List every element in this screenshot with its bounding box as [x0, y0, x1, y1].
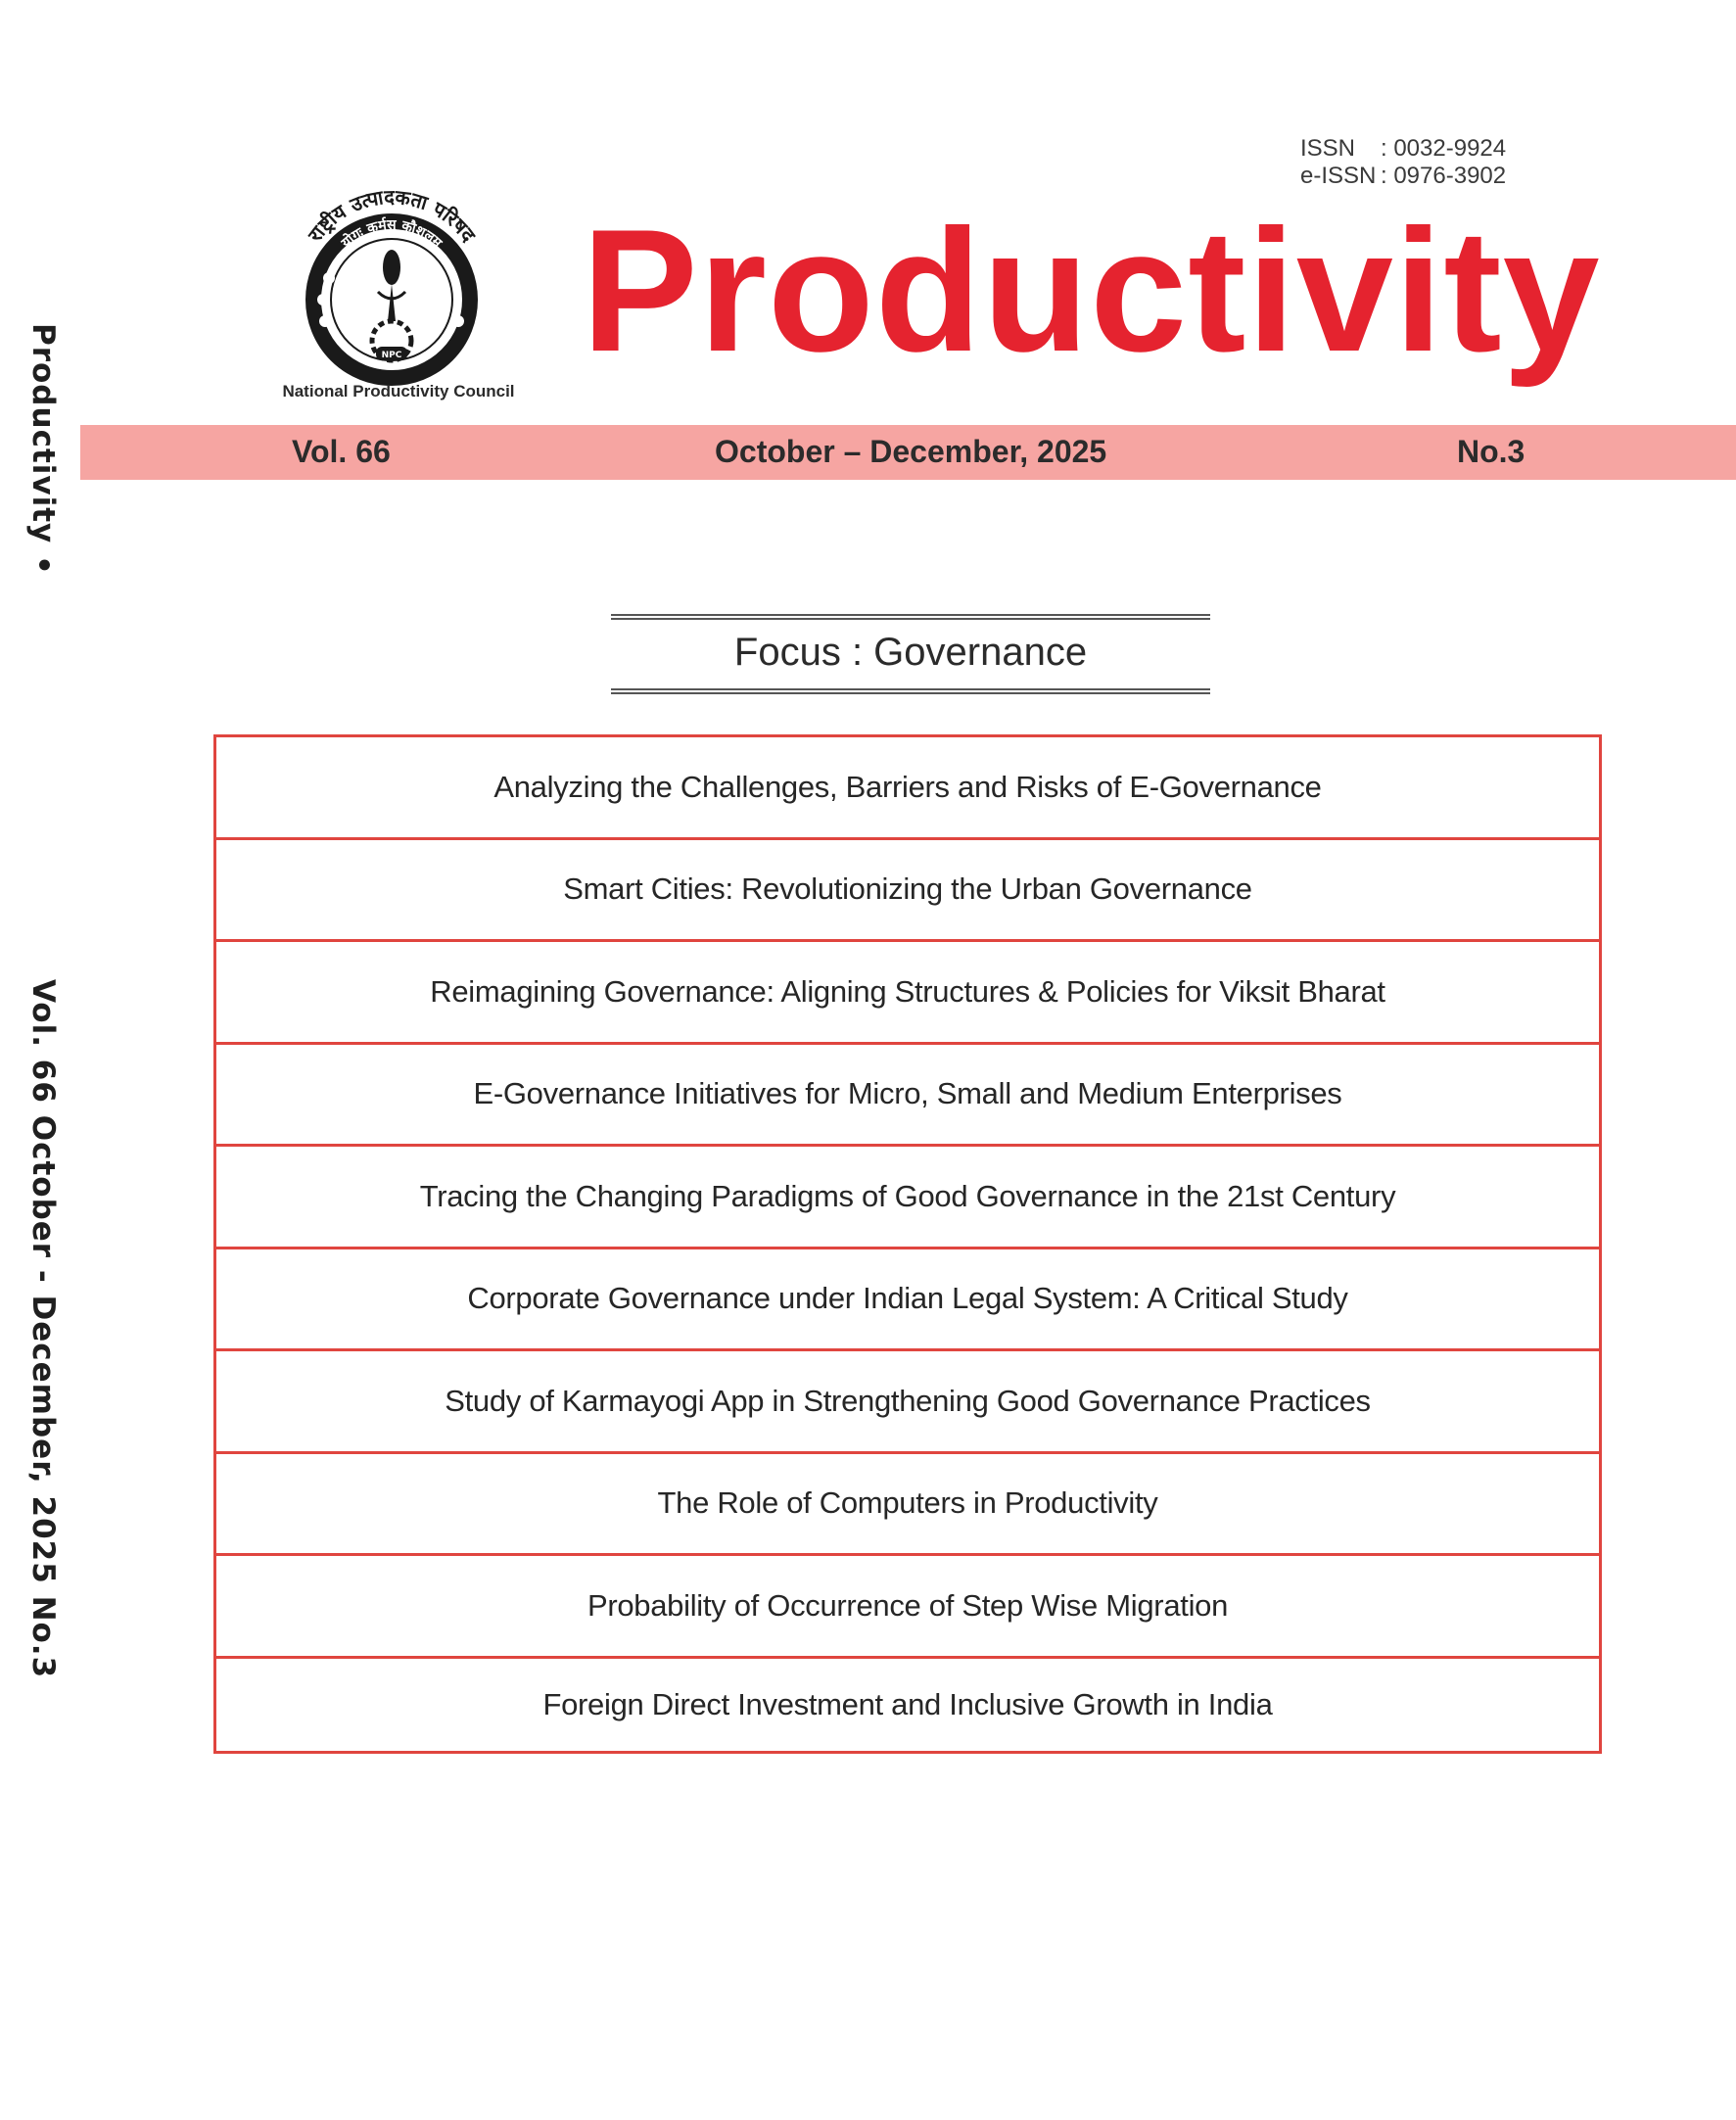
- articles-table: [213, 734, 1602, 1754]
- svg-text:NPC: NPC: [381, 351, 402, 360]
- article-row: The Role of Computers in Productivity: [216, 1454, 1599, 1557]
- issn-block: [1300, 135, 1506, 190]
- article-row: Reimagining Governance: Aligning Structures & Policies for Viksit Bharat: [216, 942, 1599, 1045]
- period-label: October – December, 2025: [715, 434, 1107, 469]
- article-row: Smart Cities: Revolutionizing the Urban Governance: [216, 840, 1599, 943]
- article-row: Study of Karmayogi App in Strengthening Good Governance Practices: [216, 1351, 1599, 1454]
- issn-electronic: e-ISSN : 0976-3902: [1300, 163, 1507, 189]
- issue-number-label: No.3: [1457, 434, 1525, 469]
- svg-text:योगः कर्मसु कौशलम्: योगः कर्मसु कौशलम्: [338, 216, 446, 252]
- npc-logo: [274, 174, 509, 409]
- svg-text:राष्ट्रीय उत्पादकता परिषद: राष्ट्रीय उत्पादकता परिषद: [303, 184, 481, 247]
- npc-emblem-icon: [274, 174, 509, 409]
- spine-title: Productivity •: [25, 323, 61, 576]
- volume-label: Vol. 66: [292, 434, 391, 469]
- article-row: E-Governance Initiatives for Micro, Small and Medium Enterprises: [216, 1045, 1599, 1148]
- article-row: Tracing the Changing Paradigms of Good Governance in the 21st Century: [216, 1147, 1599, 1249]
- journal-title: Productivity: [582, 193, 1601, 388]
- issue-band: [80, 425, 1736, 480]
- article-row: Corporate Governance under Indian Legal System: A Critical Study: [216, 1249, 1599, 1352]
- article-row: Analyzing the Challenges, Barriers and Risks of E-Governance: [216, 737, 1599, 840]
- spine-issue: Vol. 66 October - December, 2025 No.3: [25, 979, 61, 1679]
- focus-heading: [611, 614, 1210, 696]
- spine: [16, 323, 74, 1694]
- issn-print: ISSN : 0032-9924: [1300, 135, 1507, 162]
- logo-caption: National Productivity Council: [282, 382, 515, 400]
- article-row: Probability of Occurrence of Step Wise Migration: [216, 1556, 1599, 1659]
- focus-bottom-rule: [611, 688, 1210, 694]
- focus-top-rule: [611, 614, 1210, 620]
- article-row: Foreign Direct Investment and Inclusive Growth in India: [542, 1686, 1273, 1721]
- focus-text: Focus : Governance: [733, 631, 1088, 674]
